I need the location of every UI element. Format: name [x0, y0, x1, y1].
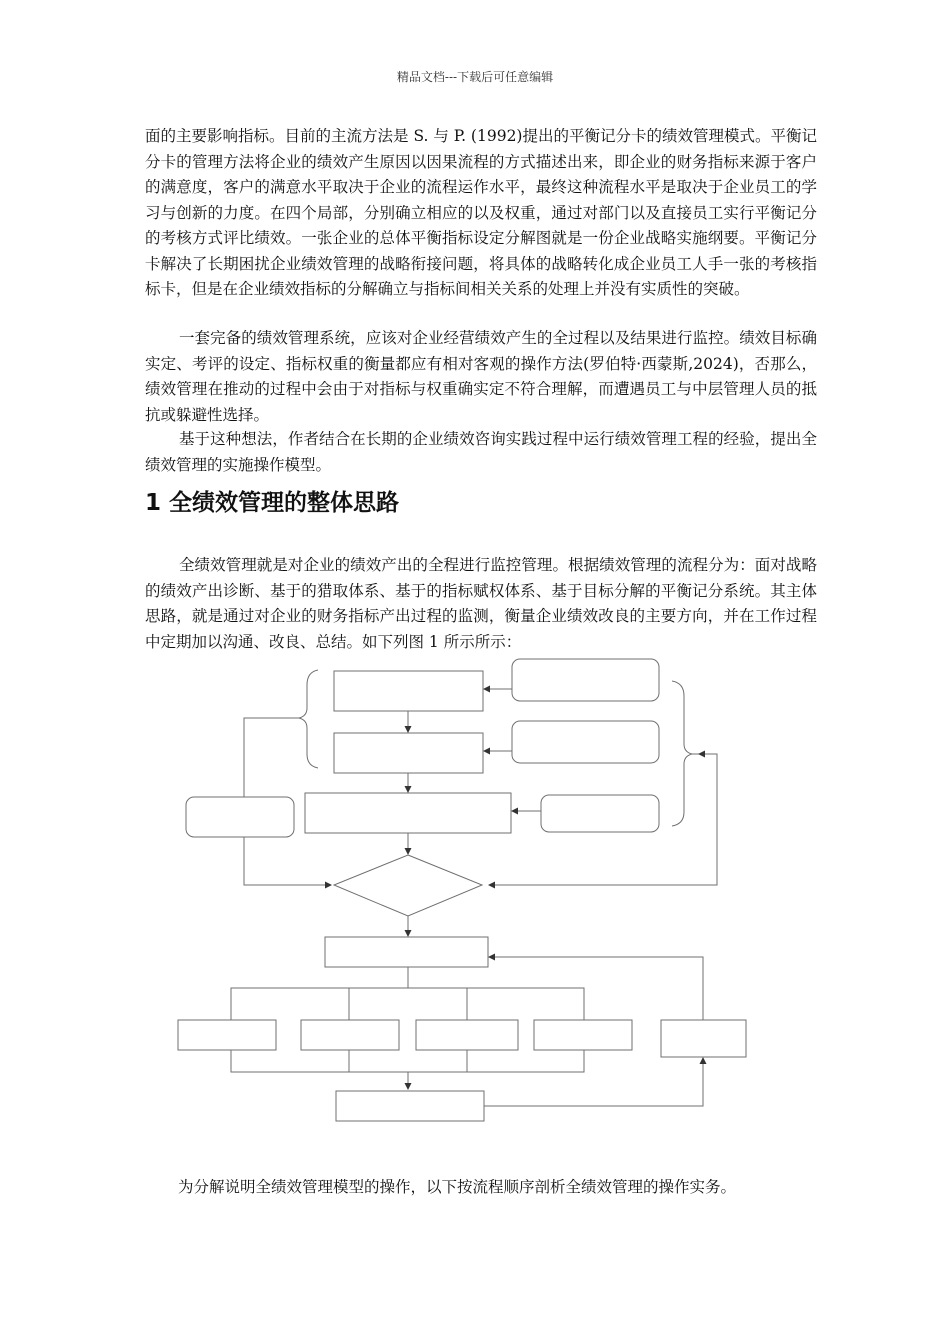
flow-left-box: [186, 797, 294, 837]
flowchart-figure: [0, 650, 950, 1140]
page-header: 精品文档---下载后可任意编辑: [396, 70, 554, 84]
figure-caption: 为分解说明全绩效管理模型的操作，以下按流程顺序剖析全绩效管理的操作实务。: [178, 1178, 737, 1196]
paragraph-full-performance: 全绩效管理就是对企业的绩效产出的全程进行监控管理。根据绩效管理的流程分为：面对战略的绩效产出诊断、基于的猎取体系、基于的指标赋权体系、基于目标分解的平衡记分系统。其主体思路，就是通过对企业的财务指标产出过程的监测，衡量企业绩效改良的主要方向，并在工作过程中定期加以沟通、改良、总结。如下列图 1 所示所示：: [145, 556, 817, 651]
flow-box-3: [305, 793, 511, 833]
paragraph-performance-system: 一套完备的绩效管理系统，应该对企业经营绩效产生的全过程以及结果进行监控。绩效目标确实定、考评的设定、指标权重的衡量都应有相对客观的操作方法(罗伯特·西蒙斯,2024)，否那么，绩效管理在推动的过程中会由于对指标与权重确实定不符合理解，而遭遇员工与中层管理人员的抵抗或躲避性选择。: [145, 329, 817, 424]
flow-decision-diamond: [334, 855, 482, 916]
paragraph-balanced-scorecard: 面的主要影响指标。目前的主流方法是 S. 与 P. (1992)提出的平衡记分卡的绩效管理模式。平衡记分卡的管理方法将企业的绩效产生原因以因果流程的方式描述出来，即企业的财务指标来源于客户的满意度，客户的满意水平取决于企业的流程运作水平，最终这种流程水平是取决于企业员工的学习与创新的力度。在四个局部，分别确立相应的以及权重，通过对部门以及直接员工实行平衡记分的考核方式评比绩效。一张企业的总体平衡指标设定分解图就是一份企业战略实施纲要。平衡记分卡解决了长期困扰企业绩效管理的战略衔接问题，将具体的战略转化成企业员工人手一张的考核指标卡，但是在企业绩效指标的分解确立与指标间相关关系的处理上并没有实质性的突破。: [145, 127, 817, 298]
flow-left-brace: [299, 670, 318, 768]
flow-box-5: [336, 1091, 484, 1121]
flow-box-1: [334, 671, 483, 711]
flow-branch-box-4: [534, 1020, 632, 1050]
flow-input-box-2: [512, 721, 659, 763]
flow-branch-box-2: [301, 1020, 399, 1050]
flow-branch-box-1: [178, 1020, 276, 1050]
flow-input-box-1: [512, 659, 659, 701]
flow-box-2: [334, 733, 483, 773]
flow-right-brace: [672, 681, 692, 826]
paragraph-model-intro: 基于这种想法，作者结合在长期的企业绩效咨询实践过程中运行绩效管理工程的经验，提出全绩效管理的实施操作模型。: [145, 430, 817, 474]
flow-box-4: [325, 937, 488, 967]
flow-input-box-3: [541, 795, 659, 832]
flow-branch-box-3: [416, 1020, 518, 1050]
section-heading: 1 全绩效管理的整体思路: [145, 490, 400, 516]
flow-feedback-box: [661, 1020, 746, 1057]
